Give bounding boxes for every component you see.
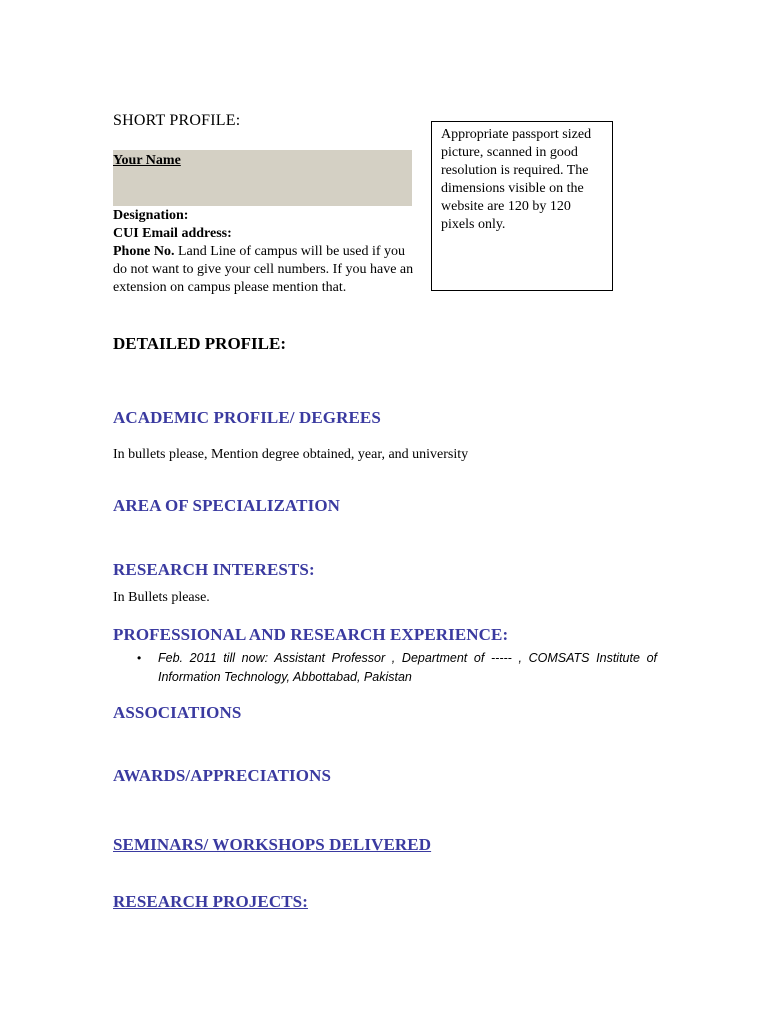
research-interests-text: In Bullets please.: [113, 590, 210, 605]
research-projects-heading[interactable]: RESEARCH PROJECTS:: [113, 892, 308, 911]
associations-heading: ASSOCIATIONS: [113, 703, 242, 722]
phone-label: Phone No.: [113, 244, 175, 259]
awards-heading: AWARDS/APPRECIATIONS: [113, 766, 331, 785]
designation-label: Designation:: [113, 208, 189, 223]
bullet-icon: •: [137, 651, 142, 665]
short-profile-title: SHORT PROFILE:: [113, 112, 241, 129]
phone-row: [113, 243, 415, 297]
experience-heading: PROFESSIONAL AND RESEARCH EXPERIENCE:: [113, 625, 509, 644]
photo-instructions: Appropriate passport sized picture, scanned in good resolution is required. The dimensions visible on the website are 120 by 120 pixels only.: [441, 127, 592, 232]
seminars-heading[interactable]: SEMINARS/ WORKSHOPS DELIVERED: [113, 835, 432, 854]
academic-profile-text: In bullets please, Mention degree obtained, year, and university: [113, 447, 469, 462]
photo-placeholder-box: [431, 121, 613, 291]
experience-item-text: Feb. 2011 till now: Assistant Professor , Department of ----- , COMSATS Institute of Information Technology, Abbottabad, Pakistan: [158, 651, 657, 684]
academic-profile-heading: ACADEMIC PROFILE/ DEGREES: [113, 408, 381, 427]
name-label: Your Name: [113, 153, 181, 168]
research-interests-heading: RESEARCH INTERESTS:: [113, 560, 315, 579]
detailed-profile-title: DETAILED PROFILE:: [113, 334, 287, 353]
name-field-box[interactable]: [113, 150, 412, 206]
contact-info-block: [113, 207, 415, 297]
list-item: [137, 649, 657, 687]
experience-list: [137, 649, 657, 687]
specialization-heading: AREA OF SPECIALIZATION: [113, 496, 341, 515]
email-label: CUI Email address:: [113, 226, 232, 241]
phone-note: Land Line of campus will be used if you do not want to give your cell numbers. If you have an extension on campus please mention that.: [113, 244, 414, 295]
